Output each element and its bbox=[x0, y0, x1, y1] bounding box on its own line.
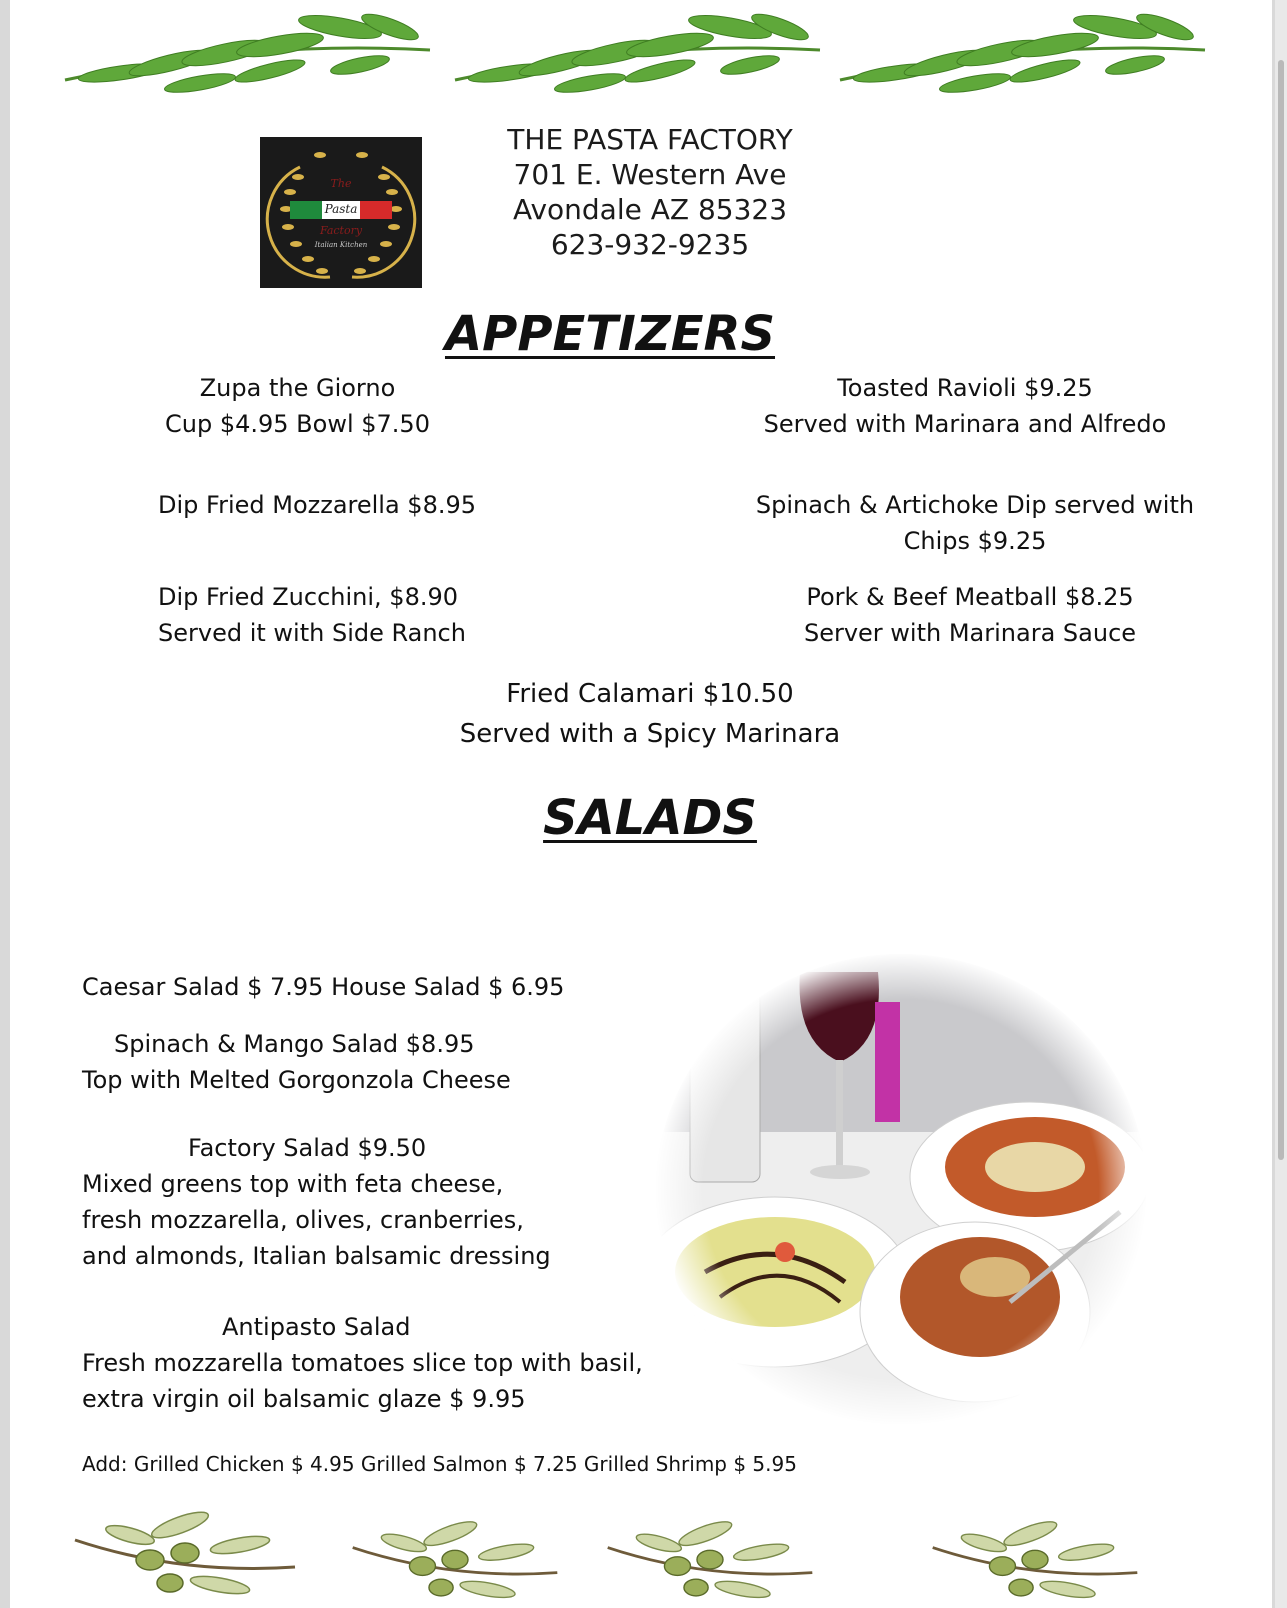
appetizer-description: Served with Marinara and Alfredo bbox=[763, 410, 1167, 438]
scrollbar-thumb[interactable] bbox=[1278, 60, 1284, 1160]
salad-name: Spinach & Mango Salad $8.95 bbox=[114, 1030, 475, 1058]
salad-description: and almonds, Italian balsamic dressing bbox=[82, 1242, 551, 1270]
salad-name: Factory Salad $9.50 bbox=[188, 1134, 427, 1162]
appetizer-price: Cup $4.95 Bowl $7.50 bbox=[165, 410, 430, 438]
appetizer-name: Dip Fried Zucchini, $8.90 bbox=[158, 583, 458, 611]
appetizers-heading: APPETIZERS bbox=[444, 306, 776, 362]
olive-branch-decoration-center bbox=[450, 5, 830, 100]
restaurant-address-line2: Avondale AZ 85323 bbox=[512, 193, 788, 226]
salad-description: Fresh mozzarella tomatoes slice top with basil, bbox=[82, 1349, 643, 1377]
restaurant-name: THE PASTA FACTORY bbox=[507, 123, 793, 156]
salad-item bbox=[82, 1309, 643, 1417]
restaurant-header bbox=[440, 122, 860, 262]
appetizer-item bbox=[158, 579, 466, 651]
salads-heading: SALADS bbox=[543, 790, 757, 846]
menu-page bbox=[10, 0, 1272, 1608]
logo-text-italian-kitchen: Italian Kitchen bbox=[314, 241, 368, 249]
appetizer-name: Fried Calamari $10.50 bbox=[506, 679, 794, 709]
appetizer-name: Toasted Ravioli $9.25 bbox=[837, 374, 1093, 402]
dish-photo bbox=[650, 952, 1152, 1427]
appetizer-item bbox=[430, 674, 870, 754]
salad-description: extra virgin oil balsamic glaze $ 9.95 bbox=[82, 1385, 526, 1413]
restaurant-logo bbox=[260, 137, 422, 288]
restaurant-phone: 623-932-9235 bbox=[550, 228, 750, 261]
logo-text-the: The bbox=[330, 177, 352, 190]
salad-addons: Add: Grilled Chicken $ 4.95 Grilled Salmon $ 7.25 Grilled Shrimp $ 5.95 bbox=[82, 1452, 797, 1476]
salad-item bbox=[82, 1130, 551, 1274]
appetizer-name: Zupa the Giorno bbox=[199, 374, 396, 402]
olive-sprig-decoration bbox=[920, 1515, 1150, 1608]
salad-item: Caesar Salad $ 7.95 House Salad $ 6.95 bbox=[82, 973, 565, 1001]
logo-text-pasta: Pasta bbox=[324, 202, 358, 216]
olive-branch-decoration-left bbox=[60, 5, 440, 100]
appetizer-description: Served with a Spicy Marinara bbox=[459, 719, 841, 749]
olive-sprig-decoration bbox=[595, 1515, 825, 1608]
olive-branch-decoration-right bbox=[835, 5, 1215, 100]
appetizer-name: Dip Fried Mozzarella $8.95 bbox=[158, 491, 477, 519]
salad-item bbox=[82, 1026, 511, 1098]
appetizer-description: Served it with Side Ranch bbox=[158, 619, 466, 647]
appetizer-item bbox=[770, 579, 1170, 651]
salad-name: Antipasto Salad bbox=[222, 1313, 411, 1341]
appetizer-item bbox=[750, 370, 1180, 442]
appetizer-item bbox=[110, 370, 485, 442]
olive-sprig-decoration bbox=[70, 1505, 300, 1605]
appetizer-name: Spinach & Artichoke Dip served with bbox=[755, 491, 1195, 519]
appetizer-item bbox=[750, 487, 1200, 559]
logo-text-factory: Factory bbox=[319, 224, 363, 237]
appetizer-name: Pork & Beef Meatball $8.25 bbox=[806, 583, 1134, 611]
restaurant-address-line1: 701 E. Western Ave bbox=[513, 158, 787, 191]
vertical-scrollbar[interactable] bbox=[1275, 0, 1287, 1608]
olive-sprig-decoration bbox=[340, 1515, 570, 1608]
appetizer-item bbox=[158, 487, 476, 523]
salad-description: fresh mozzarella, olives, cranberries, bbox=[82, 1206, 524, 1234]
salad-description: Top with Melted Gorgonzola Cheese bbox=[82, 1066, 511, 1094]
appetizer-price: Chips $9.25 bbox=[903, 527, 1047, 555]
appetizer-description: Server with Marinara Sauce bbox=[803, 619, 1137, 647]
salad-description: Mixed greens top with feta cheese, bbox=[82, 1170, 504, 1198]
